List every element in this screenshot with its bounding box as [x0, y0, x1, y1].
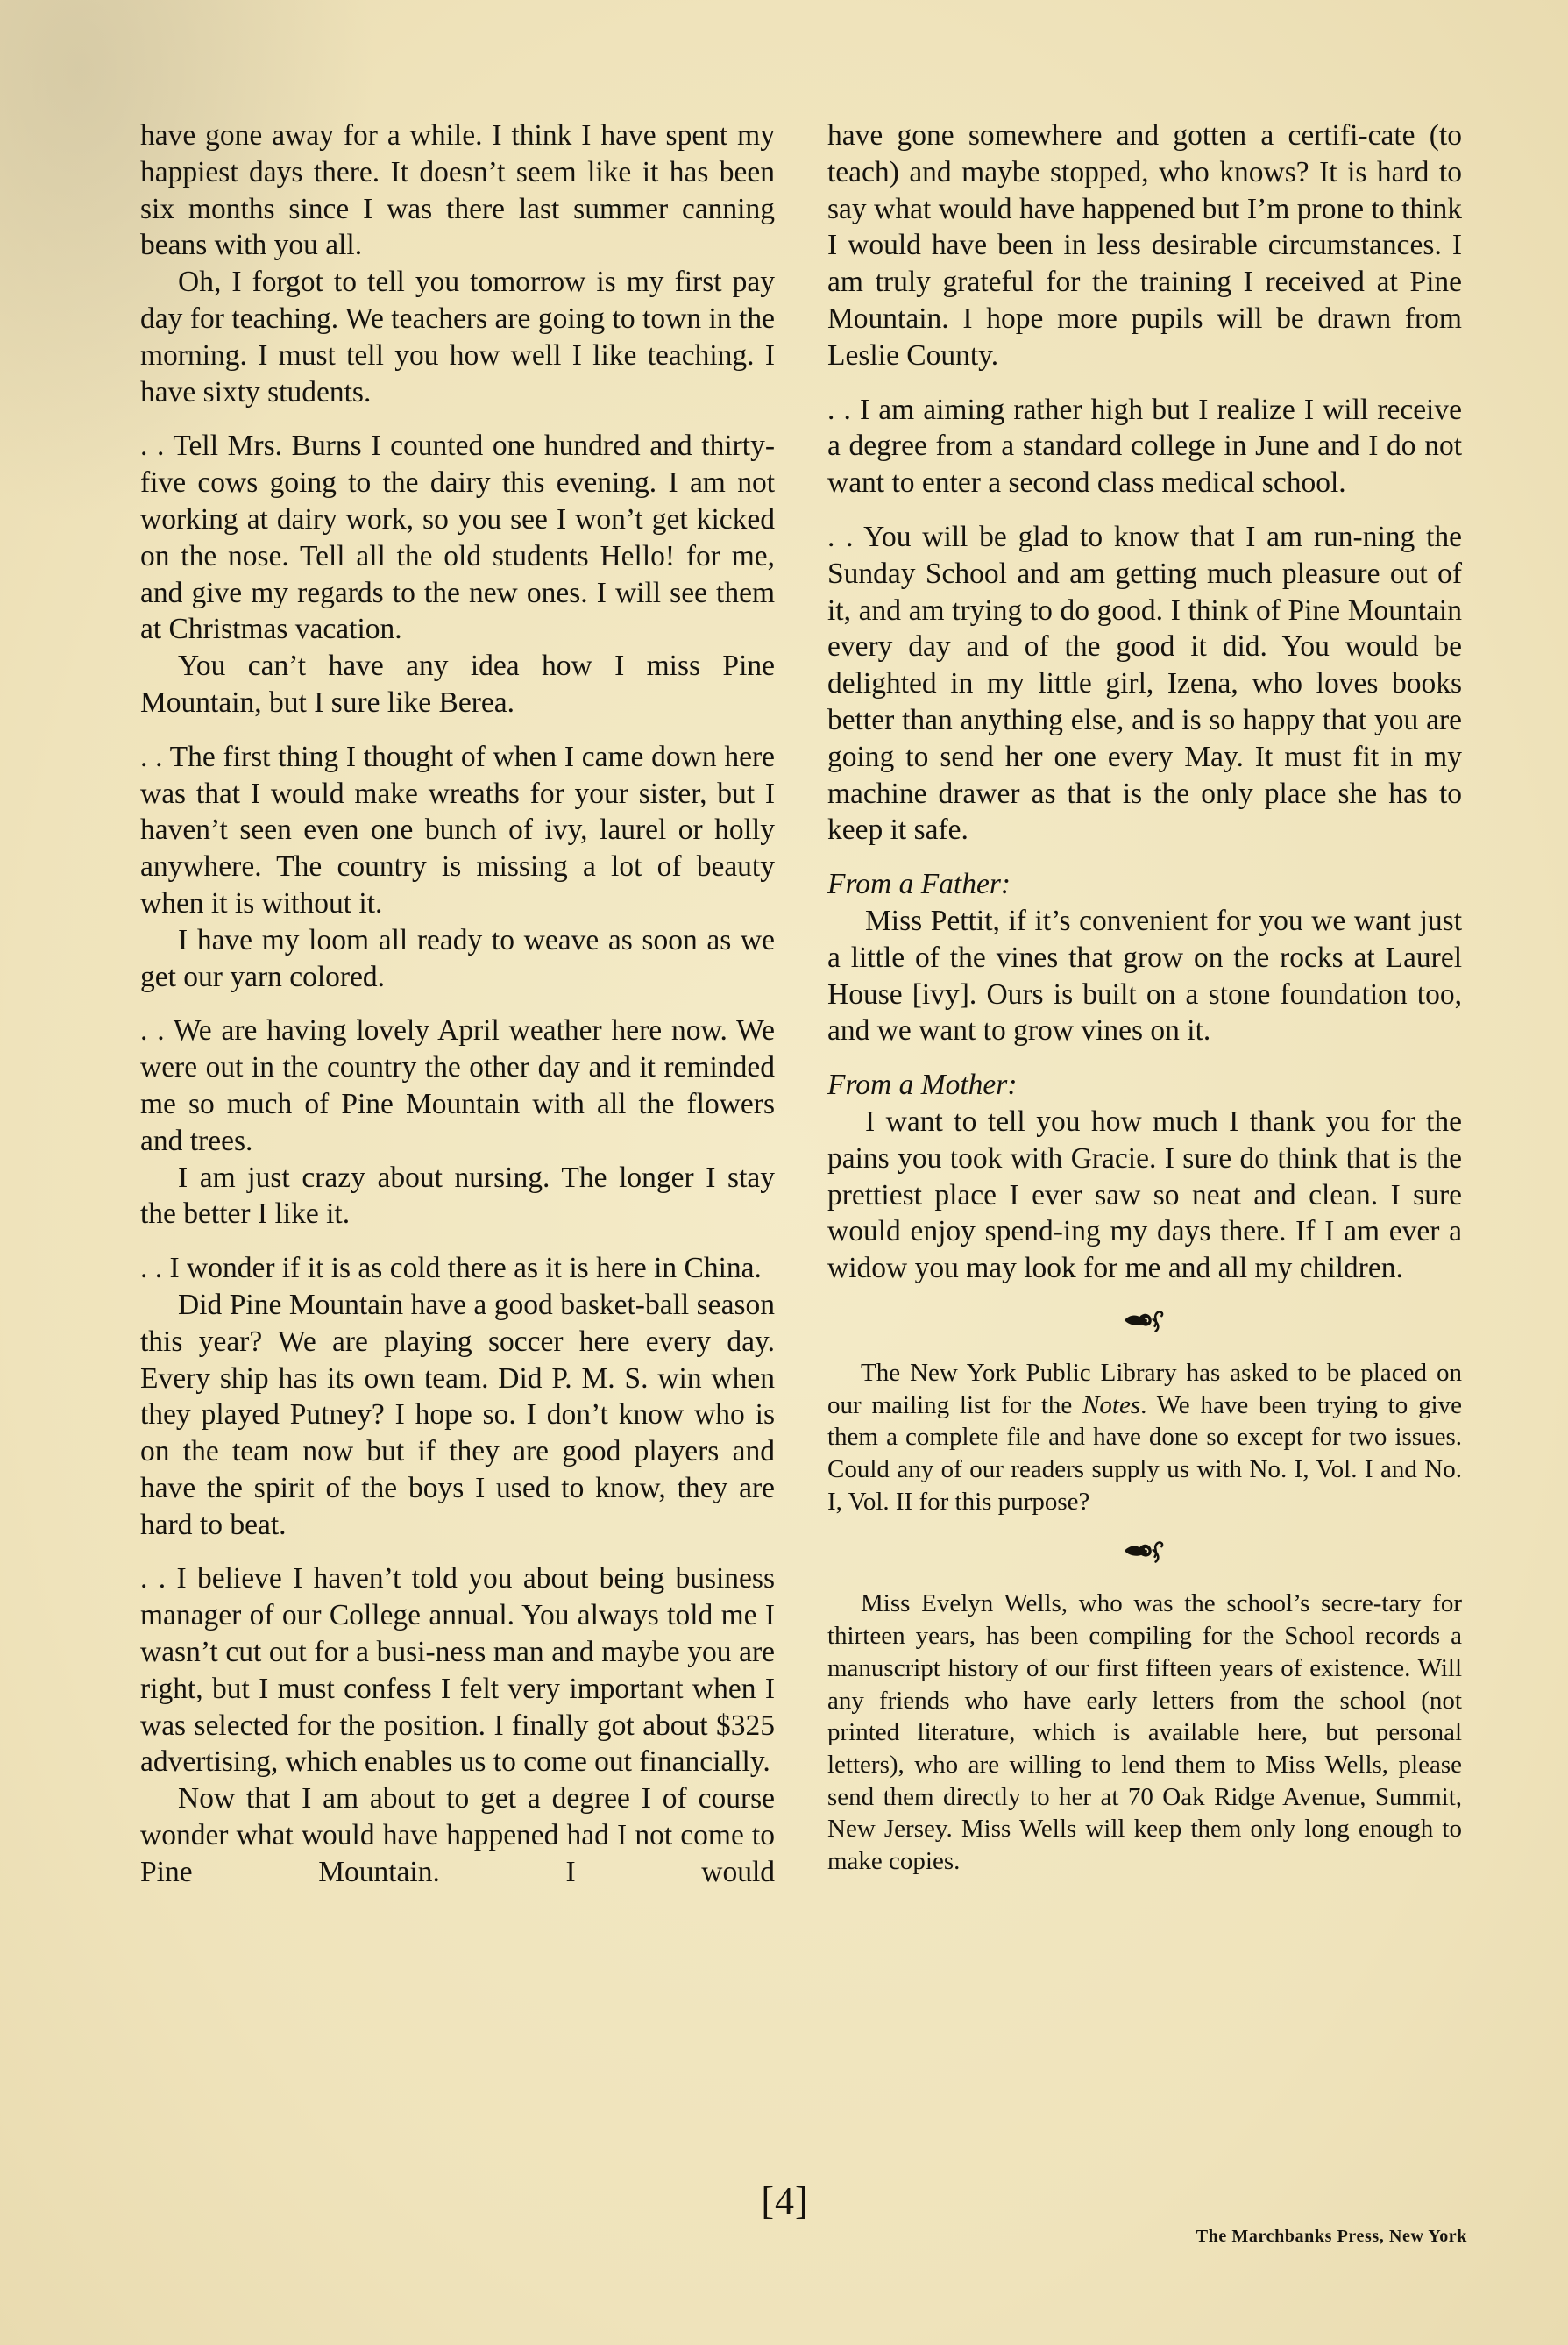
publication-title: Notes [1082, 1390, 1141, 1419]
letter-excerpt: . . I am aiming rather high but I realize I will receive a degree from a standard college in June and I do not want to enter a second class medical school. [827, 393, 1462, 500]
paragraph: have gone somewhere and gotten a certifi-cate (to teach) and maybe stopped, who knows? It is hard to say what would have happened but I’m prone to think I would have been in less desirable circumstances. I am truly grateful for the training I received at Pine Mountain. I hope more pupils will be drawn from Leslie County. [827, 119, 1462, 372]
library-note [827, 1357, 1462, 1518]
father-letter: Miss Pettit, if it’s convenient for you we want just a little of the vines that grow on the rocks at Laurel House [ivy]. Ours is built on a stone foundation too, and we want to grow vines on it. [827, 904, 1462, 1048]
paragraph: I am just crazy about nursing. The longer I stay the better I like it. [140, 1161, 775, 1231]
letter-excerpt: . . We are having lovely April weather here now. We were out in the country the other day and it reminded me so much of Pine Mountain with all the flowers and trees. [140, 1014, 775, 1157]
mother-letter: I want to tell you how much I thank you for the pains you took with Gracie. I sure do think that is the prettiest place I ever saw so neat and clean. I sure would enjoy spend-ing my days there. If I am ever a widow you may look for me and all my children. [827, 1105, 1462, 1285]
section-heading-father: From a Father: [827, 868, 1011, 901]
left-column [140, 117, 775, 1891]
paragraph: Oh, I forgot to tell you tomorrow is my first pay day for teaching. We teachers are going to town in the morning. I must tell you how well I like teaching. I have sixty students. [140, 266, 775, 409]
letter-excerpt: . . Tell Mrs. Burns I counted one hundred and thirty-five cows going to the dairy this evening. I am not working at dairy work, so you see I won’t get kicked on the nose. Tell all the old students Hello! for me, and give my regards to the new ones. I will see them at Christmas vacation. [140, 430, 775, 646]
letter-excerpt: . . I wonder if it is as cold there as it is here in China. [140, 1252, 762, 1285]
paragraph: Did Pine Mountain have a good basket-ball season this year? We are playing soccer here every day. Every ship has its own team. Did P. M. S. win when they played Putney? I hope so. I don’t know who is on the team now but if they are good players and have the spirit of the boys I used to know, they are hard to beat. [140, 1288, 775, 1541]
section-heading-mother: From a Mother: [827, 1069, 1018, 1102]
page-number: [4] [761, 2179, 809, 2222]
paragraph: You can’t have any idea how I miss Pine Mountain, but I sure like Berea. [140, 650, 775, 719]
letter-excerpt: . . You will be glad to know that I am run-ning the Sunday School and am getting much pleasure out of it, and am trying to do good. I think of Pine Mountain every day and of the good it did. You would be delighted in my little girl, Izena, who loves books better than anything else, and is so happy that you are going to send her one every May. It must fit in my machine drawer as that is the only place she has to keep it safe. [827, 520, 1462, 847]
paragraph: I have my loom all ready to weave as soon as we get our yarn colored. [140, 923, 775, 993]
paragraph: Now that I am about to get a degree I of course wonder what would have happened had I not come to Pine Mountain. I would [140, 1782, 775, 1888]
fleuron-icon [827, 1306, 1462, 1341]
paragraph: have gone away for a while. I think I have spent my happiest days there. It doesn’t seem like it has been six months since I was there last summer canning beans with you all. [140, 119, 775, 262]
right-column [827, 117, 1462, 1878]
library-note-text: The New York Public Library has asked to be placed on our mailing list for the [827, 1358, 1462, 1419]
library-note-text: . We have been trying to give them a complete file and have done so except for two issues. Could any of our readers supply us with No. I, Vol. I and No. I, Vol. II for this purpose? [827, 1390, 1462, 1516]
letter-excerpt: . . I believe I haven’t told you about being business manager of our College annual. You always told me I wasn’t cut out for a busi-ness man and maybe you are right, but I must confess I felt very important when I was selected for the position. I finally got about $325 advertising, which enables us to come out financially. [140, 1562, 775, 1779]
fleuron-icon [827, 1537, 1462, 1572]
press-credit: The Marchbanks Press, New York [1196, 2227, 1467, 2246]
letter-excerpt: . . The first thing I thought of when I came down here was that I would make wreaths for your sister, but I haven’t seen even one bunch of ivy, laurel or holly anywhere. The country is missing a lot of beauty when it is without it. [140, 740, 775, 920]
wells-note: Miss Evelyn Wells, who was the school’s secre-tary for thirteen years, has been compiling for the School records a manuscript history of our first fifteen years of existence. Will any friends who have early letters from the school (not printed literature, which is available here, but personal letters), who are willing to lend them to Miss Wells, please send them directly to her at 70 Oak Ridge Avenue, Summit, New Jersey. Miss Wells will keep them only long enough to make copies. [827, 1589, 1462, 1876]
